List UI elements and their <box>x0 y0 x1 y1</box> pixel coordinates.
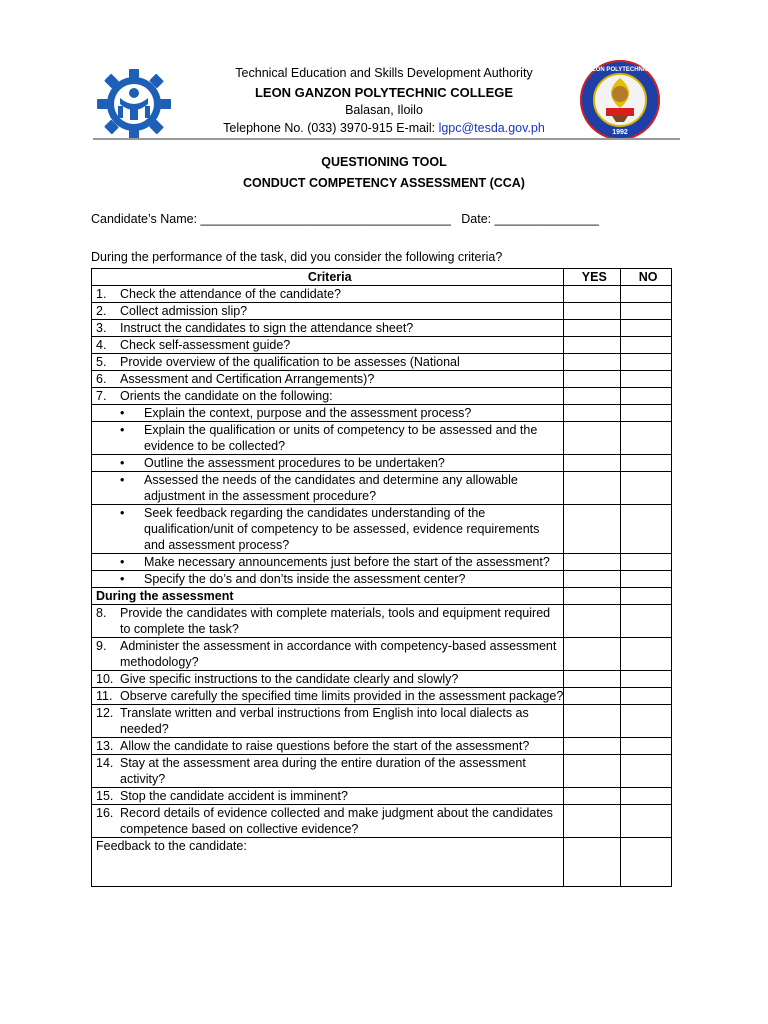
item-number: 16. <box>96 806 114 820</box>
no-checkbox-cell[interactable] <box>621 371 672 388</box>
no-checkbox-cell[interactable] <box>621 838 672 887</box>
table-row <box>92 455 672 472</box>
yes-checkbox-cell[interactable] <box>564 605 621 638</box>
item-number: 2. <box>96 304 107 318</box>
table-row <box>92 605 672 638</box>
criteria-cell <box>92 422 564 455</box>
item-number: 13. <box>96 739 114 753</box>
yes-checkbox-cell[interactable] <box>564 688 621 705</box>
table-row <box>92 505 672 554</box>
criteria-text: Collect admission slip? <box>120 304 248 318</box>
criteria-cell <box>92 303 564 320</box>
item-number: 8. <box>96 606 107 620</box>
yes-checkbox-cell[interactable] <box>564 838 621 887</box>
contact-line <box>0 121 768 135</box>
table-row <box>92 671 672 688</box>
table-row <box>92 303 672 320</box>
criteria-text: Observe carefully the specified time limits provided in the assessment package? <box>120 689 564 703</box>
document-title: QUESTIONING TOOL <box>321 155 447 169</box>
criteria-cell <box>92 638 564 671</box>
criteria-text: Allow the candidate to raise questions before the start of the assessment? <box>120 739 530 753</box>
no-checkbox-cell[interactable] <box>621 337 672 354</box>
item-number: 14. <box>96 756 114 770</box>
contact-text: Telephone No. (033) 3970-915 E-mail: <box>223 121 439 135</box>
criteria-cell <box>92 354 564 371</box>
no-checkbox-cell[interactable] <box>621 472 672 505</box>
table-row <box>92 286 672 303</box>
bullet-icon: • <box>120 506 125 520</box>
no-checkbox-cell[interactable] <box>621 505 672 554</box>
no-checkbox-cell[interactable] <box>621 554 672 571</box>
item-number: 4. <box>96 338 107 352</box>
yes-checkbox-cell[interactable] <box>564 422 621 455</box>
agency-name: Technical Education and Skills Development Authority <box>235 66 533 80</box>
table-row <box>92 638 672 671</box>
yes-checkbox-cell[interactable] <box>564 571 621 588</box>
yes-checkbox-cell[interactable] <box>564 371 621 388</box>
yes-checkbox-cell[interactable] <box>564 671 621 688</box>
criteria-cell <box>92 286 564 303</box>
document-subtitle: CONDUCT COMPETENCY ASSESSMENT (CCA) <box>243 176 525 190</box>
criteria-header: Criteria <box>92 269 564 286</box>
table-row <box>92 788 672 805</box>
no-checkbox-cell[interactable] <box>621 705 672 738</box>
yes-checkbox-cell[interactable] <box>564 805 621 838</box>
yes-checkbox-cell[interactable] <box>564 354 621 371</box>
criteria-text: Seek feedback regarding the candidates understanding of the qualification/unit of competency to be assessed, evidence requirements and assessment process? <box>144 506 540 552</box>
no-header: NO <box>621 269 672 286</box>
yes-header: YES <box>564 269 621 286</box>
item-number: 6. <box>96 372 107 386</box>
criteria-cell <box>92 671 564 688</box>
no-checkbox-cell[interactable] <box>621 588 672 605</box>
table-row <box>92 554 672 571</box>
item-number: 11. <box>96 689 113 703</box>
bullet-icon: • <box>120 406 125 420</box>
criteria-text: Assessment and Certification Arrangements)? <box>120 372 375 386</box>
criteria-cell <box>92 505 564 554</box>
yes-checkbox-cell[interactable] <box>564 337 621 354</box>
criteria-cell <box>92 571 564 588</box>
document-header <box>0 0 768 140</box>
table-row <box>92 755 672 788</box>
criteria-cell <box>92 472 564 505</box>
bullet-icon: • <box>120 572 125 586</box>
item-number: 3. <box>96 321 107 335</box>
table-row <box>92 354 672 371</box>
yes-checkbox-cell[interactable] <box>564 388 621 405</box>
item-number: 10. <box>96 672 114 686</box>
yes-checkbox-cell[interactable] <box>564 755 621 788</box>
criteria-text: Explain the qualification or units of competency to be assessed and the evidence to be collected? <box>144 423 538 453</box>
criteria-text: Stop the candidate accident is imminent? <box>120 789 348 803</box>
criteria-text: Stay at the assessment area during the entire duration of the assessment activity? <box>120 756 526 786</box>
criteria-cell <box>92 455 564 472</box>
criteria-text: Explain the context, purpose and the assessment process? <box>144 406 472 420</box>
criteria-cell <box>92 788 564 805</box>
criteria-text: Orients the candidate on the following: <box>120 389 333 403</box>
no-checkbox-cell[interactable] <box>621 388 672 405</box>
no-checkbox-cell[interactable] <box>621 286 672 303</box>
criteria-cell <box>92 688 564 705</box>
yes-checkbox-cell[interactable] <box>564 705 621 738</box>
criteria-cell <box>92 554 564 571</box>
feedback-label: Feedback to the candidate: <box>92 838 564 887</box>
criteria-text: Provide the candidates with complete materials, tools and equipment required to complete the task? <box>120 606 551 636</box>
item-number: 7. <box>96 389 107 403</box>
table-row <box>92 705 672 738</box>
yes-checkbox-cell[interactable] <box>564 738 621 755</box>
college-name: LEON GANZON POLYTECHNIC COLLEGE <box>254 85 514 100</box>
no-checkbox-cell[interactable] <box>621 405 672 422</box>
criteria-text: Specify the do’s and don’ts inside the assessment center? <box>144 572 466 586</box>
table-row <box>92 738 672 755</box>
table-row <box>92 472 672 505</box>
yes-checkbox-cell[interactable] <box>564 303 621 320</box>
item-number: 5. <box>96 355 107 369</box>
yes-checkbox-cell[interactable] <box>564 588 621 605</box>
criteria-text: Outline the assessment procedures to be undertaken? <box>144 456 445 470</box>
item-number: 12. <box>96 706 114 720</box>
no-checkbox-cell[interactable] <box>621 805 672 838</box>
criteria-text: Make necessary announcements just before the start of the assessment? <box>144 555 550 569</box>
no-checkbox-cell[interactable] <box>621 354 672 371</box>
no-checkbox-cell[interactable] <box>621 422 672 455</box>
yes-checkbox-cell[interactable] <box>564 788 621 805</box>
no-checkbox-cell[interactable] <box>621 571 672 588</box>
yes-checkbox-cell[interactable] <box>564 286 621 303</box>
criteria-text: Administer the assessment in accordance with competency-based assessment methodology? <box>120 639 557 669</box>
item-number: 9. <box>96 639 107 653</box>
table-row <box>92 388 672 405</box>
no-checkbox-cell[interactable] <box>621 320 672 337</box>
item-number: 15. <box>96 789 114 803</box>
criteria-cell <box>92 371 564 388</box>
no-checkbox-cell[interactable] <box>621 303 672 320</box>
criteria-cell <box>92 337 564 354</box>
criteria-text: Instruct the candidates to sign the attendance sheet? <box>120 321 414 335</box>
criteria-cell <box>92 605 564 638</box>
header-divider <box>93 138 680 140</box>
criteria-text: Assessed the needs of the candidates and determine any allowable adjustment in the assessment procedure? <box>144 473 518 503</box>
criteria-body <box>92 286 672 887</box>
table-row <box>92 405 672 422</box>
table-row <box>92 371 672 388</box>
table-header-row <box>92 269 672 286</box>
yes-checkbox-cell[interactable] <box>564 455 621 472</box>
section-heading: During the assessment <box>92 588 564 605</box>
criteria-cell <box>92 705 564 738</box>
criteria-cell <box>92 388 564 405</box>
criteria-cell <box>92 805 564 838</box>
criteria-cell <box>92 405 564 422</box>
bullet-icon: • <box>120 456 125 470</box>
no-checkbox-cell[interactable] <box>621 671 672 688</box>
college-location: Balasan, Iloilo <box>345 103 423 117</box>
yes-checkbox-cell[interactable] <box>564 554 621 571</box>
criteria-cell <box>92 755 564 788</box>
seal-text: LEON GANZON POLYTECHNIC COLLEGE <box>560 67 680 73</box>
table-row <box>92 571 672 588</box>
criteria-text: Record details of evidence collected and make judgment about the candidates competence based on collective evidence? <box>120 806 553 836</box>
criteria-text: Check self-assessment guide? <box>120 338 291 352</box>
yes-checkbox-cell[interactable] <box>564 505 621 554</box>
table-row <box>92 805 672 838</box>
table-row <box>92 337 672 354</box>
criteria-table <box>91 268 672 887</box>
yes-checkbox-cell[interactable] <box>564 472 621 505</box>
bullet-icon: • <box>120 555 125 569</box>
bullet-icon: • <box>120 423 125 437</box>
no-checkbox-cell[interactable] <box>621 738 672 755</box>
candidate-name-date-line: Candidate’s Name: ____________________________________ Date: _______________ <box>91 212 599 226</box>
yes-checkbox-cell[interactable] <box>564 405 621 422</box>
email-link[interactable]: lgpc@tesda.gov.ph <box>438 121 545 135</box>
criteria-cell <box>92 320 564 337</box>
no-checkbox-cell[interactable] <box>621 455 672 472</box>
criteria-cell <box>92 738 564 755</box>
criteria-text: Translate written and verbal instructions from English into local dialects as needed? <box>120 706 529 736</box>
criteria-text: Check the attendance of the candidate? <box>120 287 341 301</box>
no-checkbox-cell[interactable] <box>621 688 672 705</box>
table-row <box>92 422 672 455</box>
table-row <box>92 320 672 337</box>
bullet-icon: • <box>120 473 125 487</box>
seal-year: 1992 <box>612 129 628 136</box>
intro-question: During the performance of the task, did you consider the following criteria? <box>91 250 503 264</box>
no-checkbox-cell[interactable] <box>621 605 672 638</box>
no-checkbox-cell[interactable] <box>621 638 672 671</box>
feedback-row <box>92 838 672 887</box>
no-checkbox-cell[interactable] <box>621 755 672 788</box>
no-checkbox-cell[interactable] <box>621 788 672 805</box>
yes-checkbox-cell[interactable] <box>564 320 621 337</box>
section-row <box>92 588 672 605</box>
criteria-text: Give specific instructions to the candidate clearly and slowly? <box>120 672 459 686</box>
criteria-text: Provide overview of the qualification to be assesses (National <box>120 355 460 369</box>
yes-checkbox-cell[interactable] <box>564 638 621 671</box>
table-row <box>92 688 672 705</box>
item-number: 1. <box>96 287 107 301</box>
